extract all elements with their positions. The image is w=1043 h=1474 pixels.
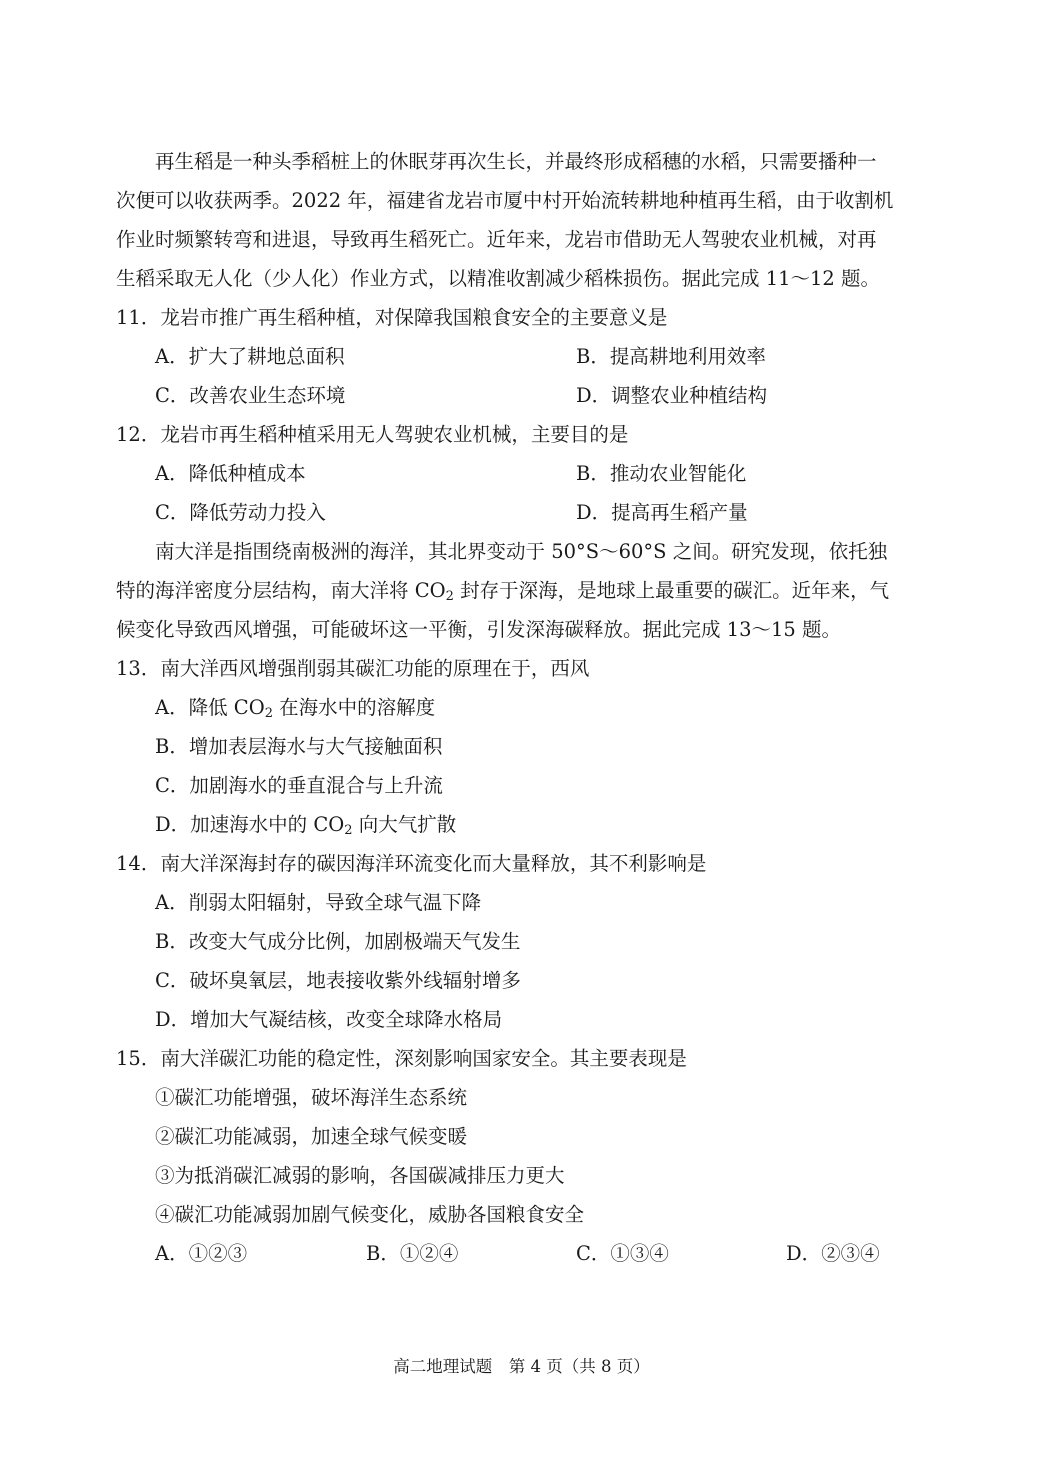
q14-option-a: A．削弱太阳辐射，导致全球气温下降	[155, 891, 482, 914]
q12-option-c: C．降低劳动力投入	[155, 501, 326, 524]
passage2-line2-part2: 封存于深海，是地球上最重要的碳汇。近年来，气	[453, 579, 890, 602]
q14-stem: 14．南大洋深海封存的碳因海洋环流变化而大量释放，其不利影响是	[116, 852, 707, 875]
q13-stem: 13．南大洋西风增强削弱其碳汇功能的原理在于，西风	[116, 657, 590, 680]
q15-statement-2: ②碳汇功能减弱，加速全球气候变暖	[155, 1125, 468, 1148]
q12-option-d: D．提高再生稻产量	[576, 501, 748, 524]
q13-option-d-subscript: 2	[344, 823, 353, 838]
q11-option-a: A．扩大了耕地总面积	[155, 345, 345, 368]
q12-stem: 12．龙岩市再生稻种植采用无人驾驶农业机械，主要目的是	[116, 423, 629, 446]
q12-option-a: A．降低种植成本	[155, 462, 306, 485]
q13-option-c: C．加剧海水的垂直混合与上升流	[155, 774, 443, 797]
q15-statement-4: ④碳汇功能减弱加剧气候变化，威胁各国粮食安全	[155, 1203, 585, 1226]
passage1-line3: 作业时频繁转弯和进退，导致再生稻死亡。近年来，龙岩市借助无人驾驶农业机械，对再	[116, 228, 877, 251]
q13-option-b: B．增加表层海水与大气接触面积	[155, 735, 443, 758]
q13-option-a-subscript: 2	[264, 706, 273, 721]
q15-option-d: D．②③④	[786, 1242, 880, 1265]
q13-option-d-part2: 向大气扩散	[352, 813, 457, 836]
passage1-line4: 生稻采取无人化（少人化）作业方式，以精准收割减少稻株损伤。据此完成 11～12 题。	[116, 267, 881, 290]
q15-statement-1: ①碳汇功能增强，破坏海洋生态系统	[155, 1086, 468, 1109]
q15-stem: 15．南大洋碳汇功能的稳定性，深刻影响国家安全。其主要表现是	[116, 1047, 687, 1070]
q11-option-c: C．改善农业生态环境	[155, 384, 346, 407]
q15-option-b: B．①②④	[366, 1242, 459, 1265]
q15-option-c: C．①③④	[576, 1242, 669, 1265]
q13-option-d-part1: D．加速海水中的 CO	[155, 813, 345, 836]
q15-statement-3: ③为抵消碳汇减弱的影响，各国碳减排压力更大	[155, 1164, 565, 1187]
q15-option-a: A．①②③	[155, 1242, 248, 1265]
q13-option-a	[155, 694, 435, 722]
q13-option-a-part2: 在海水中的溶解度	[272, 696, 436, 719]
q11-option-b: B．提高耕地利用效率	[576, 345, 766, 368]
q14-option-d: D．增加大气凝结核，改变全球降水格局	[155, 1008, 503, 1031]
passage2-line2	[116, 577, 889, 605]
q14-option-b: B．改变大气成分比例，加剧极端天气发生	[155, 930, 521, 953]
q11-stem: 11．龙岩市推广再生稻种植，对保障我国粮食安全的主要意义是	[116, 306, 668, 329]
q13-option-d	[155, 811, 456, 839]
passage2-line3: 候变化导致西风增强，可能破坏这一平衡，引发深海碳释放。据此完成 13～15 题。	[116, 618, 842, 641]
passage2-line2-part1: 特的海洋密度分层结构，南大洋将 CO	[116, 579, 446, 602]
q13-option-a-part1: A．降低 CO	[155, 696, 265, 719]
passage1-line1: 再生稻是一种头季稻桩上的休眠芽再次生长，并最终形成稻穗的水稻，只需要播种一	[155, 150, 877, 173]
passage2-line1: 南大洋是指围绕南极洲的海洋，其北界变动于 50°S～60°S 之间。研究发现，依托独	[155, 540, 888, 563]
page-footer: 高二地理试题 第 4 页（共 8 页）	[393, 1357, 650, 1376]
q14-option-c: C．破坏臭氧层，地表接收紫外线辐射增多	[155, 969, 521, 992]
passage1-line2: 次便可以收获两季。2022 年，福建省龙岩市厦中村开始流转耕地种植再生稻，由于收割机	[116, 189, 894, 212]
q12-option-b: B．推动农业智能化	[576, 462, 747, 485]
q11-option-d: D．调整农业种植结构	[576, 384, 768, 407]
passage2-line2-subscript: 2	[445, 589, 454, 604]
